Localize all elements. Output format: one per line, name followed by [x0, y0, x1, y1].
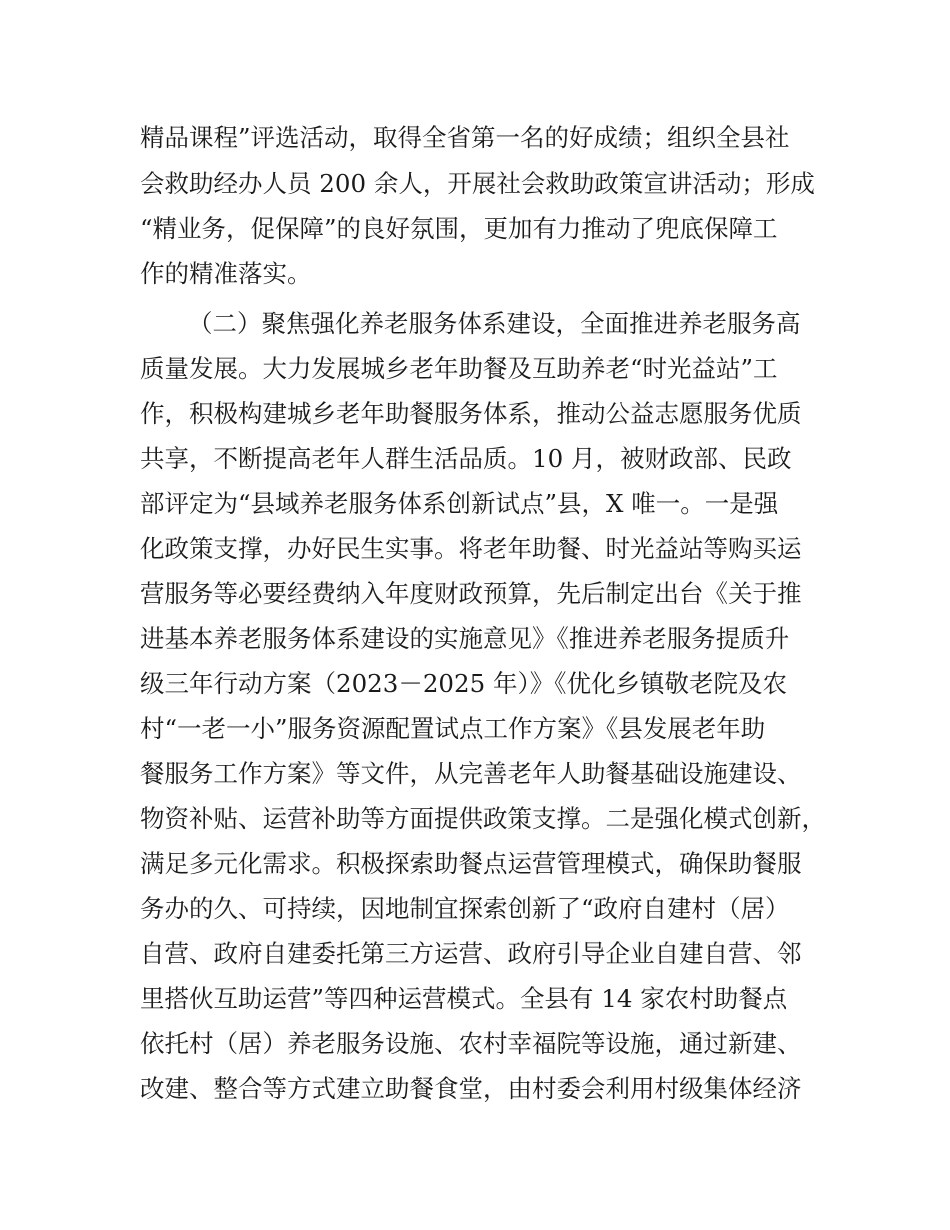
text-line: 部评定为“县域养老服务体系创新试点”县，X 唯一。一是强: [140, 489, 779, 518]
text-line: 改建、整合等方式建立助餐食堂，由村委会利用村级集体经济: [140, 1074, 802, 1103]
text-line: （二）聚焦强化养老服务体系建设，全面推进养老服务高: [188, 309, 801, 338]
text-line: 里搭伙互助运营”等四种运营模式。全县有 14 家农村助餐点: [140, 984, 788, 1013]
text-line: 作的精准落实。: [140, 259, 312, 288]
text-line: 质量发展。大力发展城乡老年助餐及互助养老“时光益站”工: [140, 354, 778, 383]
text-line: 依托村（居）养老服务设施、农村幸福院等设施，通过新建、: [140, 1029, 802, 1058]
text-line: 餐服务工作方案》等文件，从完善老年人助餐基础设施建设、: [140, 759, 802, 788]
text-line: 自营、政府自建委托第三方运营、政府引导企业自建自营、邻: [140, 939, 802, 968]
text-line: 进基本养老服务体系建设的实施意见》《推进养老服务提质升: [140, 624, 790, 653]
text-line: 会救助经办人员 200 余人，开展社会救助政策宣讲活动；形成: [140, 169, 815, 198]
text-line: 满足多元化需求。积极探索助餐点运营管理模式，确保助餐服: [140, 849, 802, 878]
text-line: 村“一老一小”服务资源配置试点工作方案》《县发展老年助: [140, 714, 766, 743]
text-line: 作，积极构建城乡老年助餐服务体系，推动公益志愿服务优质: [140, 399, 802, 428]
text-line: 营服务等必要经费纳入年度财政预算，先后制定出台《关于推: [140, 579, 802, 608]
text-line: 物资补贴、运营补助等方面提供政策支撑。二是强化模式创新，: [140, 804, 826, 833]
text-line: 务办的久、可持续，因地制宜探索创新了“政府自建村（居）: [140, 894, 790, 923]
text-line: “精业务，促保障”的良好氛围，更加有力推动了兜底保障工: [140, 214, 778, 243]
text-line: 精品课程”评选活动，取得全省第一名的好成绩；组织全县社: [140, 123, 790, 152]
text-line: 级三年行动方案（2023－2025 年）》《优化乡镇敬老院及农: [140, 669, 787, 698]
text-line: 共享，不断提高老年人群生活品质。10 月，被财政部、民政: [140, 444, 792, 473]
text-line: 化政策支撑，办好民生实事。将老年助餐、时光益站等购买运: [140, 534, 802, 563]
